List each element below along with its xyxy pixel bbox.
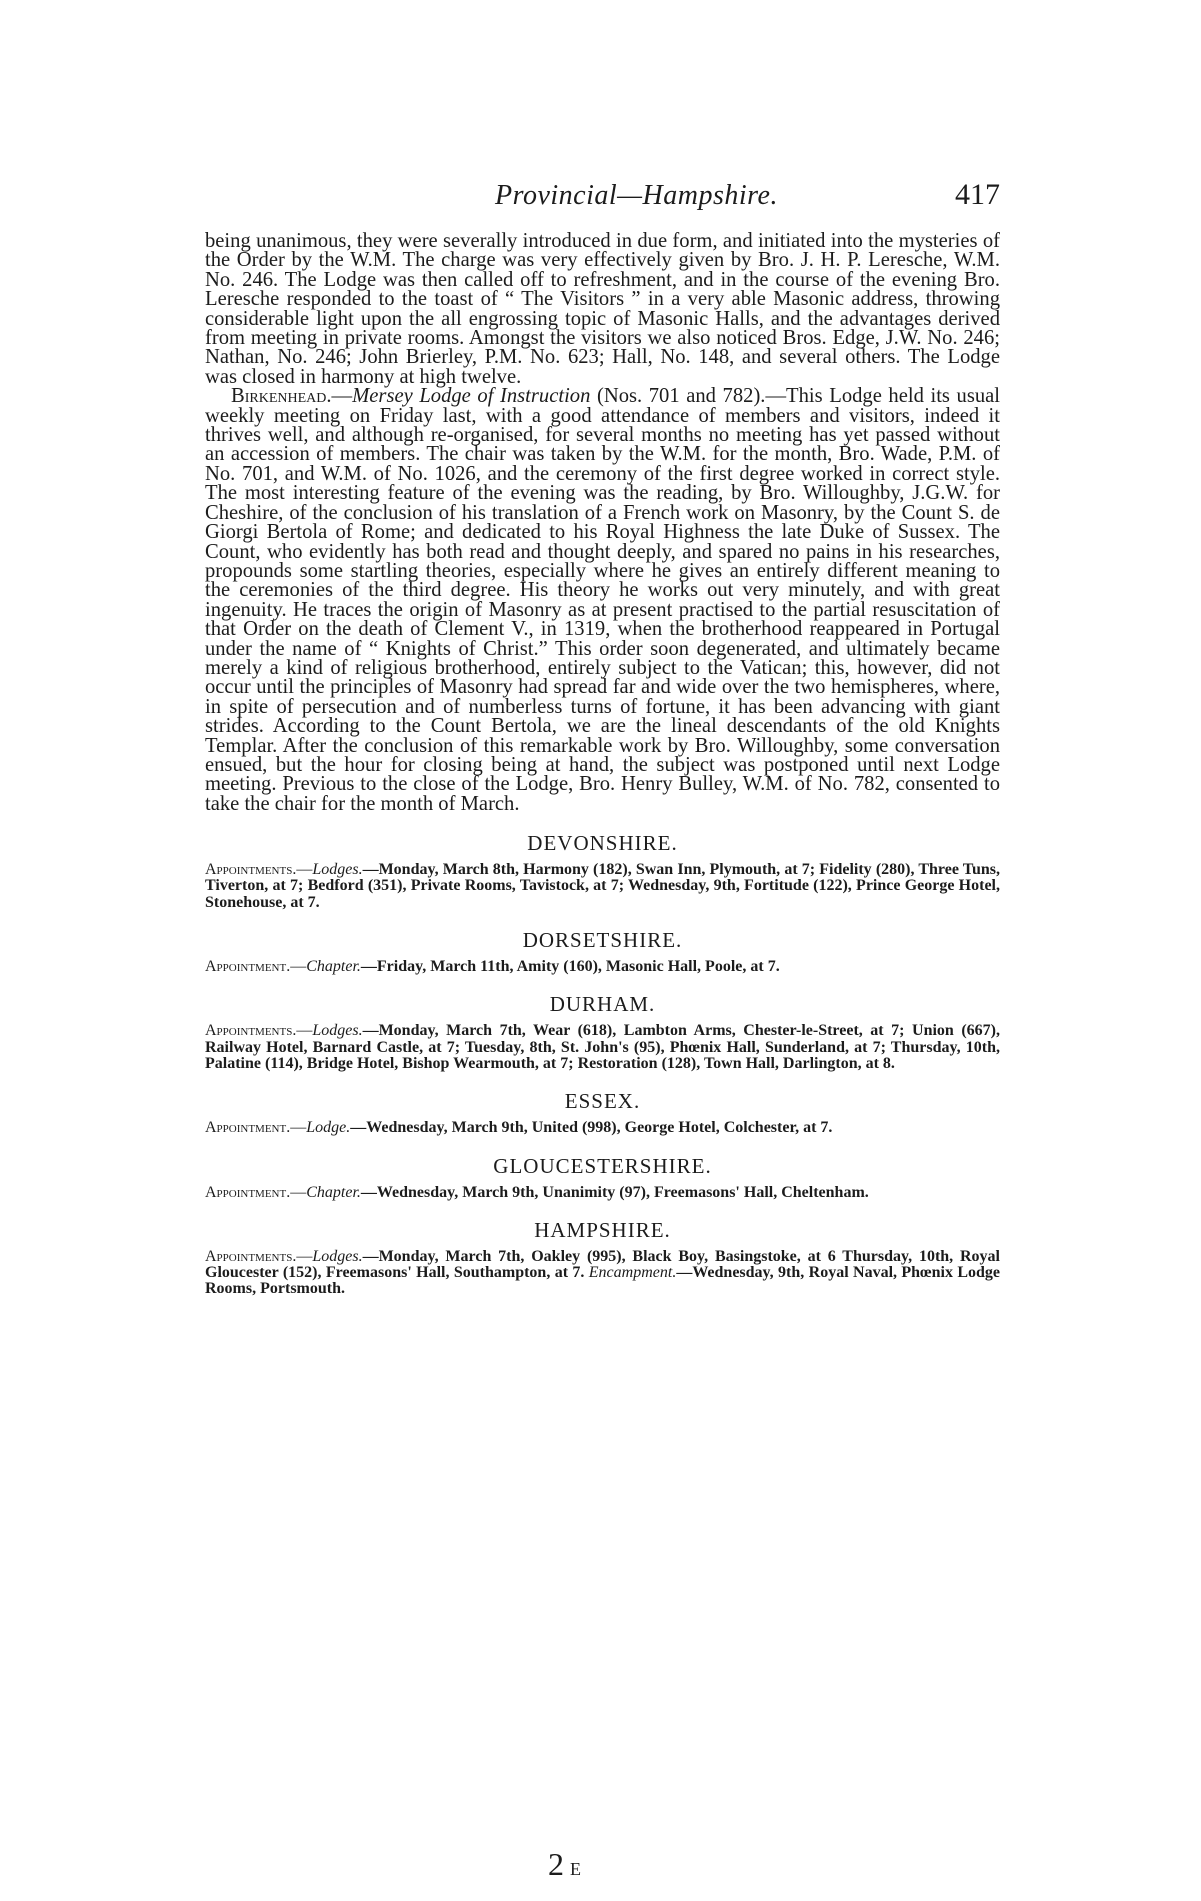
appointment-details: —Wednesday, March 9th, Unanimity (97), Freemasons' Hall, Cheltenham.	[360, 1183, 869, 1201]
page-body	[205, 232, 1000, 1298]
running-title: Provincial—Hampshire.	[495, 180, 778, 211]
appointment-lead: Appointment.—	[205, 1119, 307, 1137]
county-heading: GLOUCESTERSHIRE.	[493, 1153, 712, 1178]
county-heading: DORSETSHIRE.	[522, 928, 683, 953]
appointment-kind: Chapter.	[306, 1183, 361, 1201]
section-durham	[205, 993, 1000, 1072]
appointment-text	[205, 862, 1000, 911]
running-head	[205, 180, 1000, 220]
section-essex	[205, 1090, 1000, 1136]
signature-mark	[548, 1846, 581, 1883]
signature-letter: E	[570, 1859, 581, 1879]
appointment-text	[205, 1120, 1000, 1136]
appointment-text	[205, 1249, 1000, 1298]
signature-number: 2	[548, 1846, 564, 1882]
appointment-lead: Appointments.—	[205, 1247, 313, 1265]
paragraph-text: (Nos. 701 and 782).—This Lodge held its usual weekly meeting on Friday last, with a good attendance of members and visitors, indeed it thrives well, and although re-organised, for several months no meeting has yet passed without an accession of members. The chair was taken by the W.M. for the month, Bro. Wade, P.M. of No. 701, and W.M. of No. 1026, and the ceremony of the first degree worked in correct style. The most interesting feature of the evening was the reading, by Bro. Willoughby, J.G.W. for Cheshire, of the conclusion of his translation of a French work on Masonry, by the Count S. de Giorgi Bertola of Rome; and dedicated to his Royal Highness the late Duke of Sussex. The Count, who evidently has both read and thought deeply, and spared no pains in his researches, propounds some startling theories, especially where he gives an entirely different meaning to the ceremonies of the third degree. His theory he works out very minutely, and with great ingenuity. He traces the origin of Masonry as at present practised to the partial resuscitation of that Order on the death of Clement V., in 1319, when the brotherhood reappeared in Portugal under the name of “ Knights of Christ.” This order soon degenerated, and ultimately became merely a kind of religious brotherhood, entirely subject to the Vatican; this, however, did not occur until the principles of Masonry had spread far and wide over the two hemispheres, where, in spite of persecution and of numberless turns of fortune, it has been advancing with giant strides. According to the Count Bertola, we are the lineal descendants of the old Knights Templar. After the conclusion of this remarkable work by Bro. Willoughby, some conversation ensued, but the hour for closing being at hand, the subject was postponed until next Lodge meeting. Previous to the close of the Lodge, Bro. Henry Bulley, W.M. of No. 782, consented to take the chair for the month of March.	[205, 385, 1000, 815]
appointment-details: —Monday, March 8th, Harmony (182), Swan Inn, Plymouth, at 7; Fidelity (280), Three Tuns, Tiverton, at 7; Bedford (351), Private Rooms, Tavistock, at 7; Wednesday, 9th, Fortitude (122), Prince George Hotel, Stonehouse, at 7.	[205, 861, 1000, 911]
appointment-kind: Lodges.	[312, 1247, 363, 1265]
appointment-kind: Chapter.	[306, 958, 361, 976]
paragraph-birkenhead	[205, 387, 1000, 814]
appointment-text	[205, 1185, 1000, 1201]
appointment-kind: Lodges.	[312, 861, 363, 879]
paragraph-text: being unanimous, they were severally introduced in due form, and initiated into the mysteries of the Order by the W.M. The charge was very effectively given by Bro. J. H. P. Leresche, W.M. No. 246. The Lodge was then called off to refreshment, and in the course of the evening Bro. Leresche responded to the toast of “ The Visitors ” in a very able Masonic address, throwing considerable light upon the all engrossing topic of Masonic Halls, and the advantages derived from meeting in private rooms. Amongst the visitors we also noticed Bros. Edge, J.W. No. 246; Nathan, No. 246; John Brierley, P.M. No. 623; Hall, No. 148, and several others. The Lodge was closed in harmony at high twelve.	[205, 230, 1000, 388]
appointment-lead: Appointment.—	[205, 958, 307, 976]
county-heading: DURHAM.	[549, 992, 656, 1017]
paragraph-continuation	[205, 232, 1000, 387]
appointment-kind-encampment: Encampment.	[588, 1264, 677, 1282]
county-heading: HAMPSHIRE.	[534, 1217, 671, 1242]
county-heading: DEVONSHIRE.	[527, 831, 678, 856]
appointment-details: —Wednesday, March 9th, United (998), George Hotel, Colchester, at 7.	[350, 1119, 833, 1137]
paragraph-lodge-name: Mersey Lodge of Instruction	[352, 385, 591, 408]
appointment-text	[205, 959, 1000, 975]
appointment-text	[205, 1023, 1000, 1072]
appointment-details: —Monday, March 7th, Oakley (995), Black Boy, Basingstoke, at 6 Thursday, 10th, Royal Gloucester (152), Freemasons' Hall, Southampton, at 7.	[205, 1247, 1000, 1282]
county-heading: ESSEX.	[564, 1089, 641, 1114]
appointment-kind: Lodges.	[312, 1022, 363, 1040]
appointment-lead: Appointment.—	[205, 1183, 307, 1201]
appointment-kind: Lodge.	[306, 1119, 351, 1137]
page-number: 417	[955, 178, 1000, 211]
appointment-details-encampment: —Wednesday, 9th, Royal Naval, Phœnix Lodge Rooms, Portsmouth.	[205, 1264, 1001, 1298]
appointment-details: —Friday, March 11th, Amity (160), Masonic Hall, Poole, at 7.	[360, 958, 780, 976]
section-devonshire	[205, 832, 1000, 911]
appointment-lead: Appointments.—	[205, 1022, 313, 1040]
appointment-lead: Appointments.—	[205, 861, 313, 879]
section-hampshire	[205, 1219, 1000, 1298]
section-gloucestershire	[205, 1155, 1000, 1201]
paragraph-lead: Birkenhead.—	[231, 385, 353, 408]
section-dorsetshire	[205, 929, 1000, 975]
appointment-details: —Monday, March 7th, Wear (618), Lambton Arms, Chester-le-Street, at 7; Union (667), Railway Hotel, Barnard Castle, at 7; Tuesday, 8th, St. John's (95), Phœnix Hall, Sunderland, at 7; Thursday, 10th, Palatine (114), Bridge Hotel, Bishop Wearmouth, at 7; Restoration (128), Town Hall, Darlington, at 8.	[205, 1022, 1000, 1072]
